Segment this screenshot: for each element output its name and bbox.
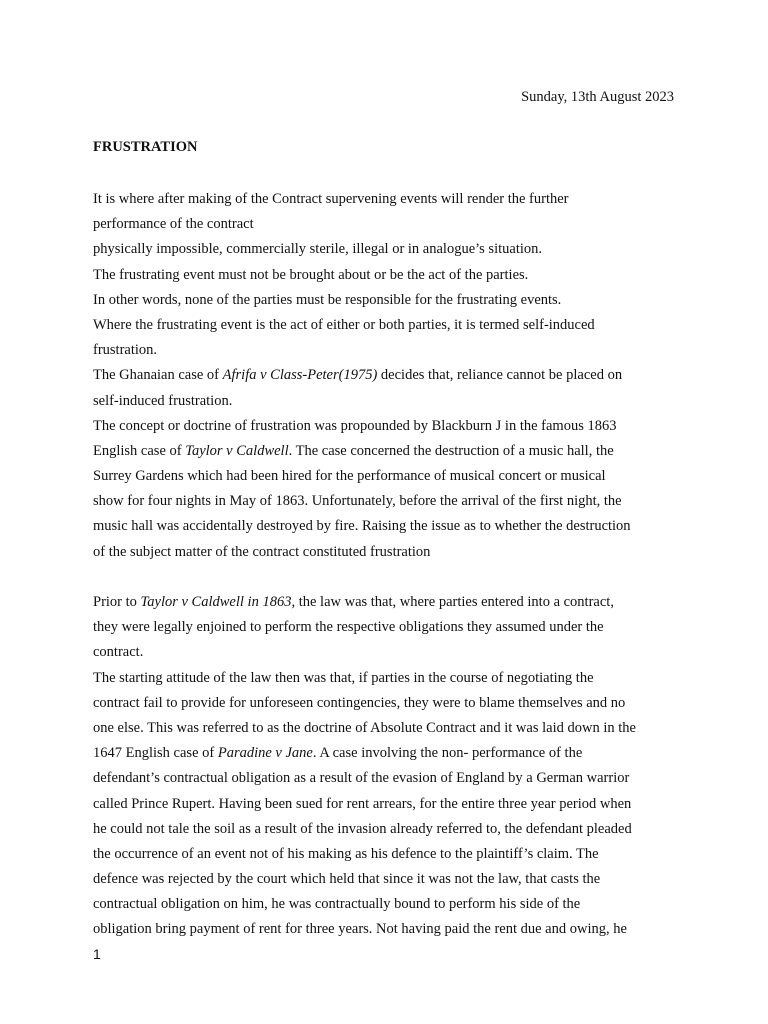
text-line [93,263,677,288]
text-line [93,741,677,766]
text-segment: defendant’s contractual obligation as a result of the evasion of England by a German warrior [93,770,630,787]
text-segment: English case of [93,442,186,459]
text-segment: of the subject matter of the contract constituted frustration [93,543,431,560]
text-line [93,237,677,262]
document-title: FRUSTRATION [93,139,198,155]
text-line [93,917,677,942]
page-number: 1 [93,946,101,962]
text-segment: 1647 English case of [93,745,218,762]
text-segment: , the law was that, where parties entered into a contract, [291,594,614,610]
text-segment: Prior to [93,594,141,610]
text-segment: one else. This was referred to as the doctrine of Absolute Contract and it was laid down in the [93,719,636,736]
text-line [93,892,677,917]
text-segment: self-induced frustration. [93,392,233,409]
text-segment: It is where after making of the Contract supervening events will render the further [93,191,569,207]
text-segment: The starting attitude of the law then was that, if parties in the course of negotiating the [93,669,594,686]
document-body [93,187,677,943]
text-segment: The Ghanaian case of [93,367,223,384]
text-line [93,489,677,514]
text-line [93,187,677,212]
text-segment: contractual obligation on him, he was contractually bound to perform his side of the [93,896,581,913]
text-line [93,414,677,439]
text-line [93,716,677,741]
case-citation: Taylor v Caldwell [185,442,289,459]
text-segment: contract. [93,644,144,661]
case-citation: Afrifa v Class-Peter(1975) [222,367,378,384]
text-segment: they were legally enjoined to perform the respective obligations they assumed under the [93,619,604,636]
text-segment: decides that, reliance cannot be placed on [377,367,623,384]
text-segment: contract fail to provide for unforeseen contingencies, they were to blame themselves and no [93,694,626,711]
text-segment: . A case involving the non- performance of the [312,745,583,762]
text-segment: The concept or doctrine of frustration was propounded by Blackburn J in the famous 1863 [93,417,617,434]
text-line [93,338,677,363]
text-line [93,817,677,842]
text-line [93,212,677,237]
text-line [93,792,677,817]
text-line [93,288,677,313]
text-segment: Where the frustrating event is the act of either or both parties, it is termed self-induced [93,316,595,333]
text-line [93,389,677,414]
text-line [93,666,677,691]
text-line [93,464,677,489]
text-segment: defence was rejected by the court which held that since it was not the law, that casts the [93,871,601,888]
text-line [93,540,677,565]
text-segment: Surrey Gardens which had been hired for the performance of musical concert or musical [93,468,606,485]
text-segment: show for four nights in May of 1863. Unfortunately, before the arrival of the first night, the [93,493,622,510]
text-segment: frustration. [93,342,158,359]
text-segment: performance of the contract [93,216,254,233]
text-segment: obligation bring payment of rent for three years. Not having paid the rent due and owing, he [93,921,627,938]
text-segment: called Prince Rupert. Having been sued for rent arrears, for the entire three year period when [93,795,632,812]
case-citation: Taylor v Caldwell in 1863 [140,594,292,610]
text-line [93,439,677,464]
text-line [93,313,677,338]
text-segment: music hall was accidentally destroyed by fire. Raising the issue as to whether the destruction [93,518,631,535]
text-line [93,640,677,665]
text-line [93,842,677,867]
document-date: Sunday, 13th August 2023 [521,89,674,105]
text-line [93,514,677,539]
text-line [93,590,677,615]
case-citation: Paradine v Jane [217,745,313,762]
text-segment: the occurrence of an event not of his making as his defence to the plaintiff’s claim. The [93,845,599,862]
text-line [93,867,677,892]
text-line [93,766,677,791]
blank-line [93,565,677,590]
text-segment: The frustrating event must not be brought about or be the act of the parties. [93,266,529,283]
text-line [93,615,677,640]
text-segment: physically impossible, commercially sterile, illegal or in analogue’s situation. [93,241,542,258]
text-segment: In other words, none of the parties must be responsible for the frustrating events. [93,291,562,308]
text-line [93,363,677,388]
text-segment: he could not tale the soil as a result of the invasion already referred to, the defendant pleaded [93,820,632,837]
text-line [93,691,677,716]
text-segment: . The case concerned the destruction of a music hall, the [288,442,614,459]
